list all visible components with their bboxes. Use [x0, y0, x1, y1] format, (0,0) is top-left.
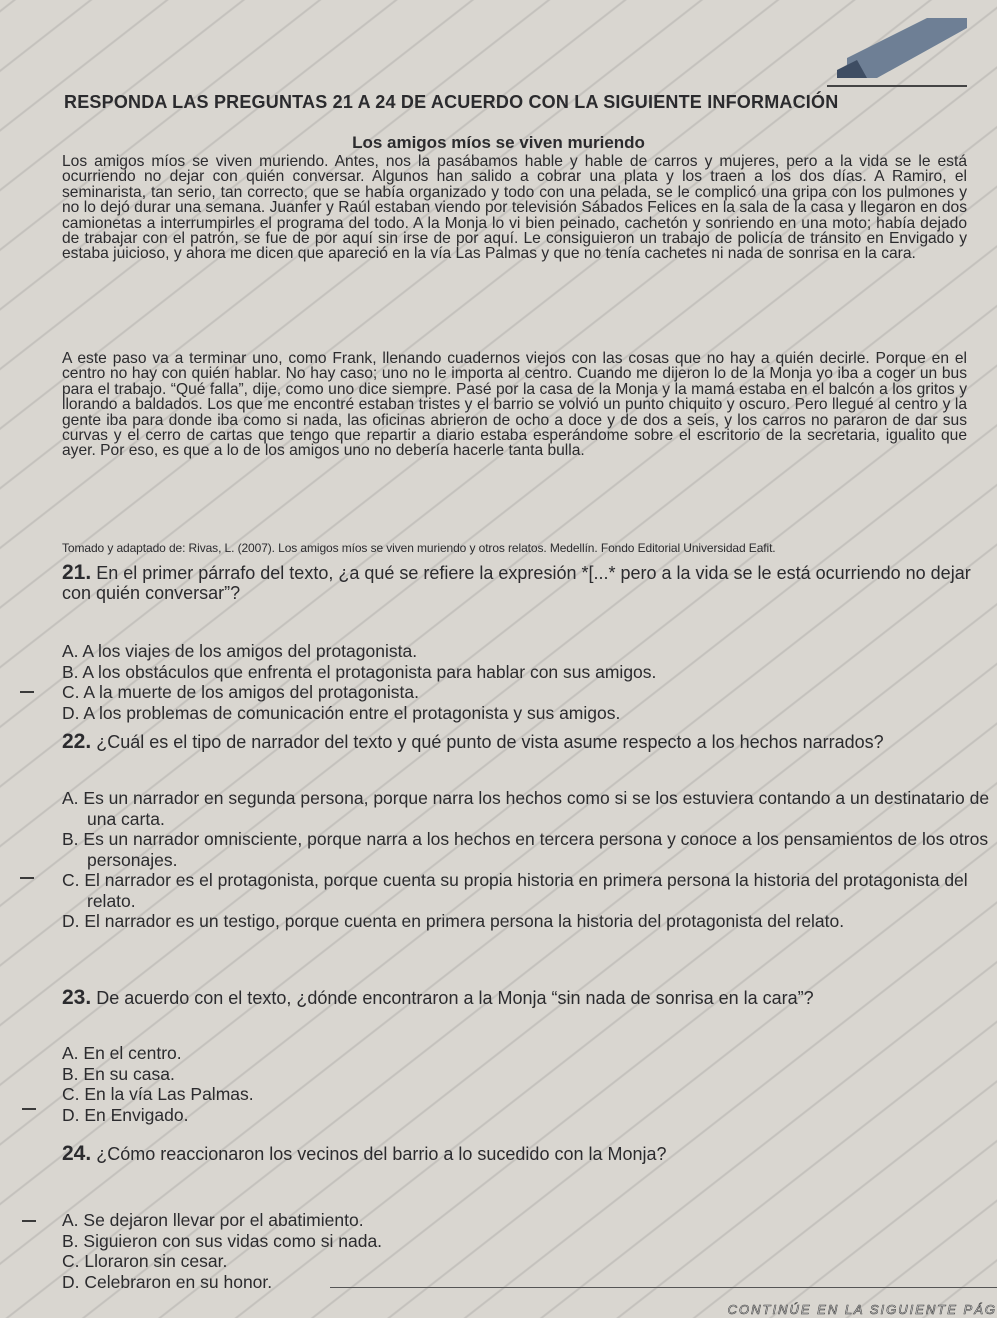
question-text: En el primer párrafo del texto, ¿a qué se refiere la expresión *[...* pero a la vida se le está ocurriendo no dejar con quién conversar”?	[62, 563, 971, 603]
story-paragraph-2: A este paso va a terminar uno, como Frank, llenando cuadernos viejos con las cosas que no hay a quién decirle. Porque en el centro no hay con quién hablar. No hay caso; uno no le importa al centro. Cuando me dijeron lo de la Monja yo iba a coger un bus para el trabajo. “Qué falla”, dije, como uno dice siempre. Pasé por la casa de la Monja y la mamá estaba en el balcón a los gritos y llorando a baldados. Los que me encontré estaban tristes y el barrio se volvió un punto chiquito y oscuro. Pero llegué al centro y la gente iba para donde iba como si nada, las oficinas abrieron de ocho a doce y de dos a seis, y los carros no pararon de dar sus curvas y el cerro de cartas que tengo que repartir a diario estaba esperándome sobre el escritorio de la secretaria, igualito que ayer. Por eso, es que a lo de los amigos uno no debería hacerle tanta bulla.	[62, 350, 967, 460]
option-b[interactable]: B. En su casa.	[62, 1063, 175, 1084]
answer-mark	[20, 877, 34, 879]
pencil-decoration-icon	[817, 18, 967, 88]
option-d[interactable]: D. El narrador es un testigo, porque cuenta en primera persona la historia del protagonista del relato.	[62, 911, 845, 931]
option-a[interactable]: A. En el centro.	[62, 1043, 182, 1063]
option-d[interactable]: D. Celebraron en su honor.	[62, 1271, 273, 1292]
option-a[interactable]: A. Es un narrador en segunda persona, porque narra los hechos como si se los estuviera contando a un destinatario de una carta.	[62, 788, 990, 829]
question-text: De acuerdo con el texto, ¿dónde encontraron a la Monja “sin nada de sonrisa en la cara”?	[96, 988, 814, 1008]
options-24	[62, 1210, 997, 1292]
story-paragraph-1: Los amigos míos se viven muriendo. Antes, nos la pasábamos hable y hable de carros y mujeres, pero a la vida se le está ocurriendo no dejar con quién conversar. Algunos han salido a cobrar una plata y los traen a los dos días. A Ramiro, el seminarista, tan serio, tan correcto, que se había organizado y todo con una pelada, se le complicó una gripa con los pulmones y no lo dejó durar una semana. Juanfer y Raúl estaban viendo por televisión Sábados Felices en la sala de la casa y llegaron en dos camionetas a interrumpirles el programa del todo. A la Monja lo vi bien peinado, cachetón y sonriendo en una moto; había dejado de trabajar con el patrón, se fue de por aquí sin irse de por aquí. Le consiguieron un trabajo de policía de tránsito en Envigado y estaba juicioso, y ahora me dicen que apareció en la vía Las Palmas y que no tenía cachetes ni nada de sonrisa en la cara.	[62, 153, 967, 263]
options-21	[62, 641, 997, 723]
continue-note: CONTINÚE EN LA SIGUIENTE PÁG	[727, 1302, 997, 1317]
question-24	[62, 1144, 992, 1164]
source-citation: Tomado y adaptado de: Rivas, L. (2007). Los amigos míos se viven muriendo y otros relatos. Medellín. Fondo Editorial Universidad Eafit.	[62, 541, 776, 555]
question-number: 21.	[62, 561, 92, 584]
question-21	[62, 563, 992, 603]
answer-mark	[22, 1108, 36, 1110]
option-c[interactable]: C. El narrador es el protagonista, porque cuenta su propia historia en primera persona la historia del protagonista del relato.	[62, 870, 968, 911]
question-text: ¿Cómo reaccionaron los vecinos del barrio a lo sucedido con la Monja?	[96, 1144, 667, 1164]
options-22	[62, 788, 997, 932]
question-23	[62, 988, 992, 1008]
option-c[interactable]: C. En la vía Las Palmas.	[62, 1084, 254, 1104]
option-b[interactable]: B. A los obstáculos que enfrenta el protagonista para hablar con sus amigos.	[62, 661, 657, 682]
option-d[interactable]: D. A los problemas de comunicación entre el protagonista y sus amigos.	[62, 702, 621, 723]
question-number: 24.	[62, 1142, 92, 1165]
options-23	[62, 1043, 997, 1125]
section-heading: RESPONDA LAS PREGUNTAS 21 A 24 DE ACUERDO CON LA SIGUIENTE INFORMACIÓN	[64, 92, 839, 112]
question-22	[62, 732, 992, 752]
answer-mark	[22, 1220, 36, 1222]
option-d[interactable]: D. En Envigado.	[62, 1104, 189, 1125]
option-a[interactable]: A. A los viajes de los amigos del protagonista.	[62, 641, 418, 661]
option-c[interactable]: C. Lloraron sin cesar.	[62, 1251, 228, 1271]
question-number: 22.	[62, 730, 92, 753]
option-a[interactable]: A. Se dejaron llevar por el abatimiento.	[62, 1210, 364, 1230]
question-number: 23.	[62, 986, 92, 1009]
story-title: Los amigos míos se viven muriendo	[352, 133, 645, 152]
option-c[interactable]: C. A la muerte de los amigos del protagonista.	[62, 682, 420, 702]
option-b[interactable]: B. Siguieron con sus vidas como si nada.	[62, 1230, 383, 1251]
question-text: ¿Cuál es el tipo de narrador del texto y qué punto de vista asume respecto a los hechos narrados?	[96, 732, 884, 752]
answer-mark	[20, 691, 34, 693]
option-b[interactable]: B. Es un narrador omnisciente, porque narra a los hechos en tercera persona y conoce a los pensamientos de los otros personajes.	[62, 829, 989, 870]
divider	[330, 1287, 997, 1288]
